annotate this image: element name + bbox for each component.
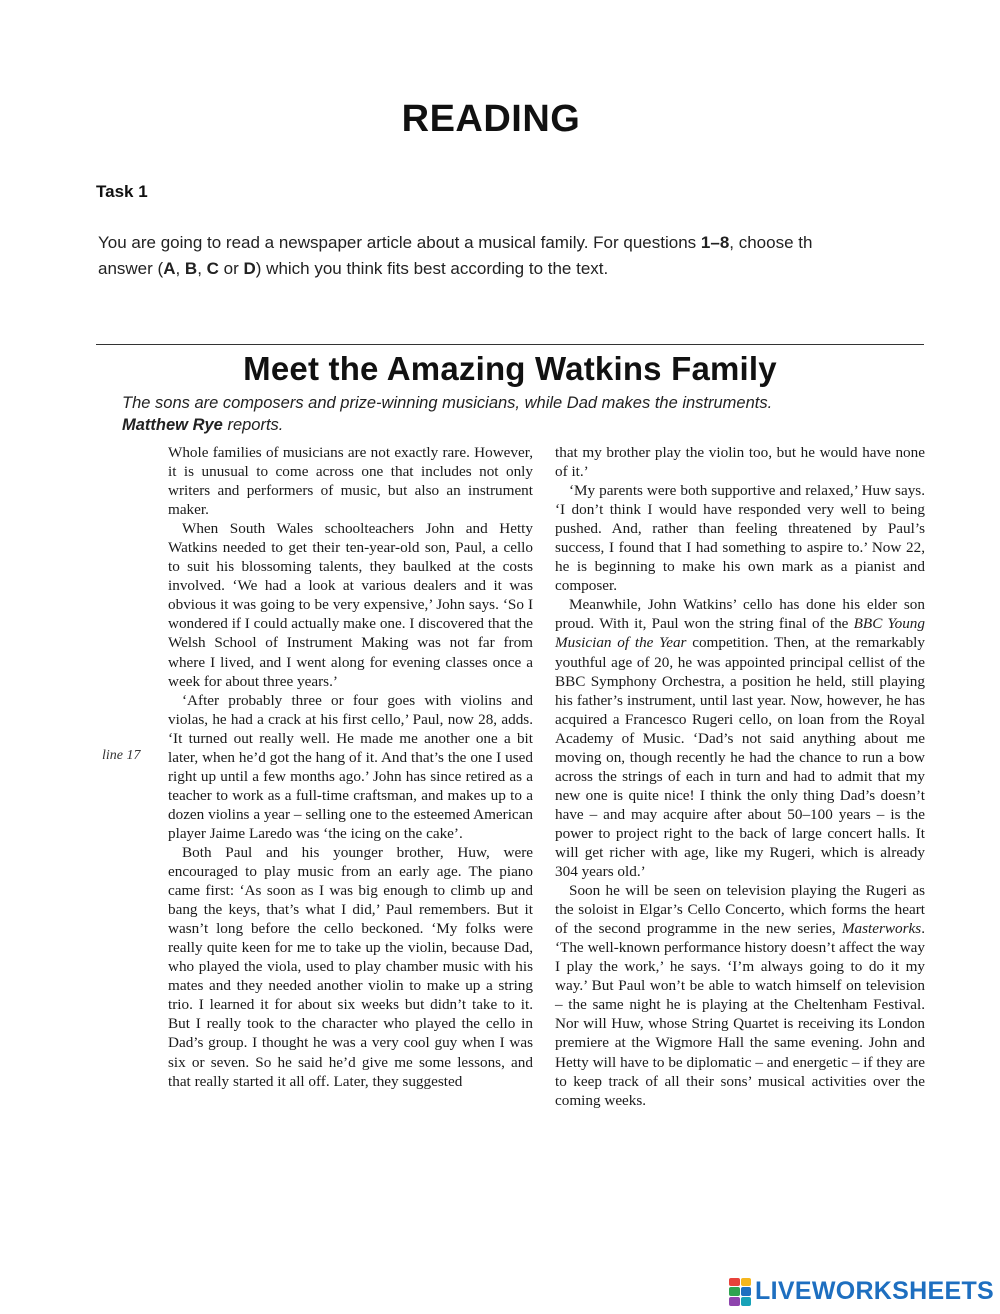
instructions-text: , choose th: [729, 233, 813, 252]
article-column-left: [168, 443, 533, 1091]
paragraph-text: . ‘The well-known performance history doesn’t affect the way I play the work,’ he says. ‘I’m always going to do it my way.’ But Paul won’t be able to watch himself on television – the same night he is playing at the Cheltenham Festival. Nor will Huw, whose String Quartet is receiving its London premiere at the Wigmore Hall the same evening. John and Hetty will have to be diplomatic – and energetic – if they are to keep track of all their sons’ musical activities over the coming weeks.: [555, 920, 925, 1109]
article-column-right: [555, 443, 925, 1110]
instructions-text: answer (: [98, 259, 164, 278]
paragraph-text: competition. Then, at the remarkably youthful age of 20, he was appointed principal cellist of the BBC Symphony Orchestra, a position he held, still playing his father’s instrument, until last year. Now, however, he has acquired a Francesco Rugeri cello, on loan from the Royal Academy of Music. ‘Dad’s not said anything about me moving on, though recently he had the chance to run a bow across the strings of each in turn and had to admit that my new one is quite nice! I think the only thing Dad’s doesn’t have – and may acquire after about 50–100 years – is the power to project right to the back of large concert halls. It will get richer with age, like my Rugeri, which is already 304 years old.’: [555, 634, 925, 881]
byline-suffix: reports.: [222, 416, 284, 434]
article-paragraph: ‘My parents were both supportive and relaxed,’ Huw says. ‘I don’t think I would have responded very well to being pushed. And, rather than feeling threatened by Paul’s success, I found that I had something to aspire to.’ Now 22, he is beginning to make his own mark as a pianist and composer.: [555, 482, 925, 595]
article-paragraph: When South Wales schoolteachers John and Hetty Watkins needed to get their ten-year-old son, Paul, a cello to suit his blossoming talents, they baulked at the costs involved. ‘We had a look at various dealers and it was obvious it was going to be very expensive,’ John says. ‘So I wondered if I could actually make one. I discovered that the Welsh School of Instrument Making was not far from where I lived, and I went along for evening classes once a week for about three years.’: [168, 520, 533, 690]
competition-name: BBC Young Musician of the Year: [555, 615, 925, 652]
byline: [122, 414, 922, 436]
logo-block: [741, 1287, 752, 1296]
option-d: D: [243, 259, 256, 278]
separator: or: [218, 259, 244, 278]
logo-block: [741, 1278, 752, 1287]
liveworksheets-brand[interactable]: [729, 1277, 994, 1306]
brand-text: LIVEWORKSHEETS: [755, 1277, 994, 1305]
option-a: A: [163, 259, 176, 278]
logo-block: [741, 1297, 752, 1306]
liveworksheets-logo-icon: [729, 1278, 751, 1306]
page-title: READING: [401, 98, 581, 140]
separator: ,: [197, 259, 207, 278]
task-instructions: [98, 230, 998, 282]
logo-block: [729, 1278, 740, 1287]
article-standfirst: [122, 392, 922, 436]
article-divider: [96, 344, 924, 345]
separator: ,: [175, 259, 185, 278]
logo-block: [729, 1287, 740, 1296]
standfirst-text: The sons are composers and prize-winning musicians, while Dad makes the instruments.: [122, 394, 773, 412]
line-marker: line 17: [102, 748, 141, 763]
article-paragraph: [555, 595, 925, 881]
instructions-text: ) which you think fits best according to the text.: [255, 259, 609, 278]
instructions-text: You are going to read a newspaper article about a musical family. For questions: [98, 233, 701, 252]
article-paragraph: Both Paul and his younger brother, Huw, were encouraged to play music from an early age. The piano came first: ‘As soon as I was big enough to climb up and bang the keys, that’s what I did,’ Paul remembers. But it wasn’t long before the cello beckoned. ‘My folks were really quite keen for me to take up the violin, because Dad, who played the viola, used to play chamber music with his mates and they needed another violin to make up a string trio. I learned it for about six weeks but didn’t take to it. But I really took to the character who played the cello in Dad’s group. I thought he was a very cool guy when I was six or seven. So he said he’d give me some lessons, and that really started it all off. Later, they suggested: [168, 843, 533, 1090]
article-paragraph: ‘After probably three or four goes with violins and violas, he had a crack at his first cello,’ Paul, now 28, adds. ‘It turned out really well. He made me another one a bit later, when he’d got the hang of it. And that’s the one I used right up until a few months ago.’ John has since retired as a teacher to work as a full-time craftsman, and makes up to a dozen violins a year – selling one to the esteemed American player Jaime Laredo was ‘the icing on the cake’.: [168, 691, 533, 842]
option-c: C: [206, 259, 219, 278]
series-name: Masterworks: [841, 920, 922, 938]
paragraph-text: Soon he will be seen on television playing the Rugeri as the soloist in Elgar’s Cello Concerto, which forms the heart of the second programme in the new series,: [555, 882, 925, 938]
article-title: Meet the Amazing Watkins Family: [243, 350, 777, 387]
option-b: B: [184, 259, 198, 278]
logo-block: [729, 1297, 740, 1306]
article-paragraph: [555, 881, 925, 1110]
article-paragraph: that my brother play the violin too, but he would have none of it.’: [555, 444, 925, 481]
author-name: Matthew Rye: [122, 416, 223, 434]
paragraph-text: Meanwhile, John Watkins’ cello has done his elder son proud. With it, Paul won the string final of the: [555, 596, 925, 633]
task-label: Task 1: [96, 182, 148, 201]
question-range: 1–8: [700, 233, 730, 252]
article-paragraph: Whole families of musicians are not exactly rare. However, it is unusual to come across one that includes not only writers and performers of music, but also an instrument maker.: [168, 444, 533, 519]
